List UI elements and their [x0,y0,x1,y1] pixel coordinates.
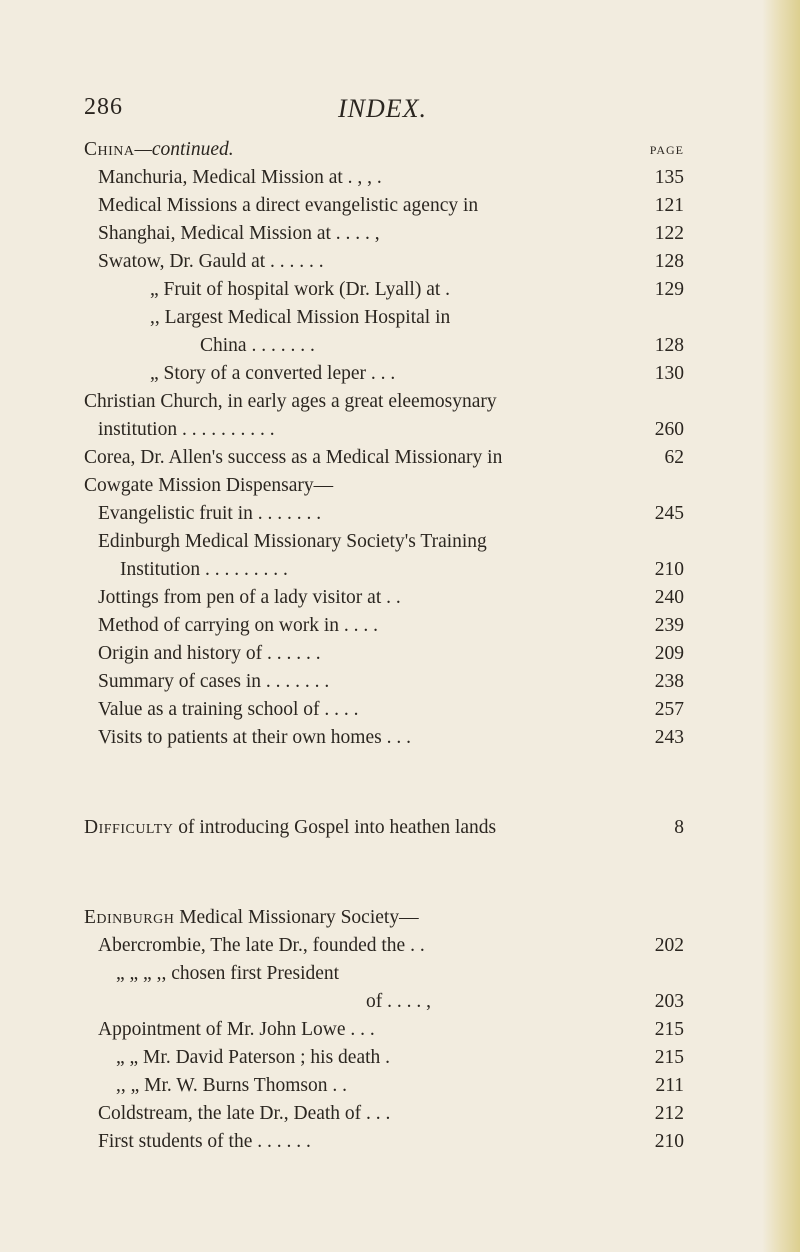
heading-difficulty-rest: of introducing Gospel into heathen lands [173,817,497,838]
entry-text: Visits to patients at their own homes . . . [98,727,411,748]
entry-text: Corea, Dr. Allen's success as a Medical Missionary in [84,447,503,468]
index-subentry [98,584,684,612]
entry-text: Jottings from pen of a lady visitor at . . [98,587,401,608]
entry-page: 215 [654,1047,684,1068]
section-heading-edinburgh [84,904,684,932]
entry-text: Medical Missions a direct evangelistic agency in [98,195,479,216]
index-subentry [116,1044,684,1072]
index-subentry-continuation [366,988,684,1016]
entry-page: 135 [654,167,684,188]
entry-text: China . . . . . . . [200,335,315,356]
entry-text: „ „ „ ,, chosen first President [116,963,340,984]
entry-text: Value as a training school of . . . . [98,699,359,720]
entry-text: Swatow, Dr. Gauld at . . . . . . [98,251,324,272]
index-entry [84,444,684,472]
page-edge-shadow [762,0,800,1252]
entry-page: 128 [654,335,684,356]
index-subentry [98,500,684,528]
index-subentry [98,932,684,960]
index-entry [98,248,684,276]
entry-text: Method of carrying on work in . . . . [98,615,378,636]
index-subentry [98,612,684,640]
entry-text: „ Fruit of hospital work (Dr. Lyall) at . [150,279,451,300]
entry-page: 260 [654,419,684,440]
entry-page: 128 [654,251,684,272]
entry-page: 215 [654,1019,684,1040]
index-subentry [150,304,684,332]
page-header [84,94,684,134]
entry-page: 210 [654,1131,684,1152]
index-subentry [98,1100,684,1128]
entry-page: 8 [674,817,684,838]
index-subentry [150,360,684,388]
heading-china-continued: —continued. [134,139,234,160]
page-number: 286 [84,94,123,120]
entry-text: Cowgate Mission Dispensary— [84,475,334,496]
index-subentry [98,640,684,668]
index-subentry [98,1128,684,1156]
index-subentry [150,276,684,304]
entry-text: Appointment of Mr. John Lowe . . . [98,1019,375,1040]
entry-text: Abercrombie, The late Dr., founded the . . [98,935,425,956]
entry-page: 257 [654,699,684,720]
entry-page: 211 [655,1075,684,1096]
index-subentry [98,528,684,556]
entry-page: 203 [654,991,684,1012]
entry-page: 212 [654,1103,684,1124]
index-subentry [98,1016,684,1044]
index-entry [98,164,684,192]
entry-page: 239 [654,615,684,636]
entry-page: 129 [654,279,684,300]
entry-page: 62 [664,447,684,468]
entry-page: 245 [654,503,684,524]
entry-text: institution . . . . . . . . . . [98,419,275,440]
entry-text: Coldstream, the late Dr., Death of . . . [98,1103,391,1124]
entry-text: Christian Church, in early ages a great eleemosynary [84,391,497,412]
entry-text: Origin and history of . . . . . . [98,643,321,664]
entry-text: „ Story of a converted leper . . . [150,363,396,384]
entry-text: ,, Largest Medical Mission Hospital in [150,307,451,328]
index-subentry [98,696,684,724]
entry-page: 240 [654,587,684,608]
page-column-label: PAGE [649,143,684,157]
index-subentry [98,724,684,752]
index-subentry [116,1072,684,1100]
entry-page: 122 [654,223,684,244]
entry-text: „ „ Mr. David Paterson ; his death . [116,1047,391,1068]
running-title: INDEX. [338,94,428,123]
entry-page: 209 [654,643,684,664]
heading-edinburgh-caps: Edinburgh [84,907,175,928]
entry-page: 130 [654,363,684,384]
index-entry [84,472,684,500]
entry-page: 202 [654,935,684,956]
entry-text: ,, „ Mr. W. Burns Thomson . . [116,1075,347,1096]
section-heading-difficulty [84,814,684,842]
heading-china-caps: China [84,139,135,160]
entry-page: 243 [654,727,684,748]
entry-page: 210 [654,559,684,580]
index-entry-continuation [98,416,684,444]
index-entry [84,388,684,416]
entry-text: Evangelistic fruit in . . . . . . . [98,503,322,524]
entry-text: Edinburgh Medical Missionary Society's Training [98,531,487,552]
entry-text: Shanghai, Medical Mission at . . . . , [98,223,380,244]
entry-page: 121 [654,195,684,216]
heading-difficulty-caps: Difficulty [84,817,174,838]
index-subentry [98,668,684,696]
entry-text: of . . . . , [366,991,431,1012]
entry-text: Institution . . . . . . . . . [120,559,288,580]
index-subentry-continuation [200,332,684,360]
heading-edinburgh-rest: Medical Missionary Society— [174,907,419,928]
index-subentry-continuation [120,556,684,584]
index-subentry [116,960,684,988]
index-entry [98,192,684,220]
entry-page: 238 [654,671,684,692]
section-heading-china [84,136,684,164]
index-entry [98,220,684,248]
entry-text: Summary of cases in . . . . . . . [98,671,330,692]
entry-text: First students of the . . . . . . [98,1131,311,1152]
entry-text: Manchuria, Medical Mission at . , , . [98,167,382,188]
